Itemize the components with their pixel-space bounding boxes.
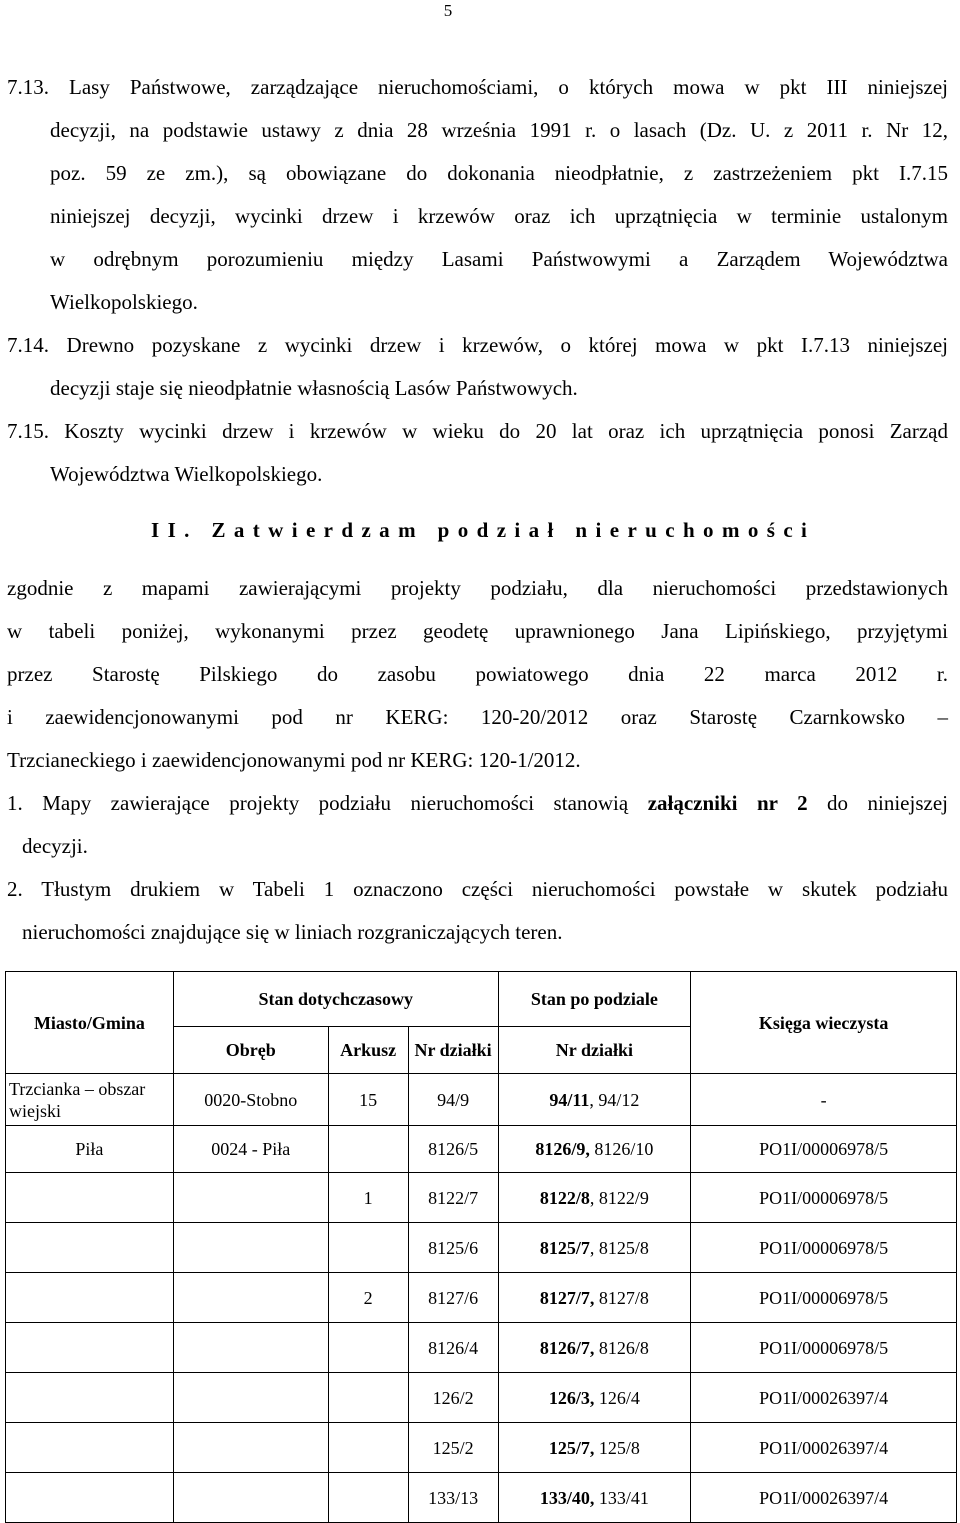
text-line: zgodnie z mapami zawierającymi projekty podziału, dla nieruchomości przedstawionych bbox=[7, 576, 948, 600]
table-row bbox=[6, 1126, 957, 1173]
cell-obreb bbox=[173, 1423, 328, 1473]
text-line: w tabeli poniżej, wykonanymi przez geodetę uprawnionego Jana Lipińskiego, przyjętymi bbox=[7, 619, 948, 643]
cell-new: 94/11, 94/12 bbox=[498, 1074, 691, 1126]
cell-old: 8126/4 bbox=[408, 1323, 498, 1373]
text-line: przez Starostę Pilskiego do zasobu powiatowego dnia 22 marca 2012 r. bbox=[7, 662, 948, 686]
text-line: 2. Tłustym drukiem w Tabeli 1 oznaczono części nieruchomości powstałe w skutek podziału bbox=[7, 877, 948, 901]
cell-new: 8125/7, 8125/8 bbox=[498, 1223, 691, 1273]
header-nr-dzialki-old: Nr działki bbox=[408, 1027, 498, 1074]
cell-kw: PO1I/00006978/5 bbox=[691, 1273, 957, 1323]
cell-obreb: 0024 - Piła bbox=[173, 1126, 328, 1173]
section-heading-II: II. Zatwierdzam podział nieruchomości bbox=[151, 518, 816, 542]
cell-gmina bbox=[6, 1423, 174, 1473]
cell-new: 125/7, 125/8 bbox=[498, 1423, 691, 1473]
text-line: Wielkopolskiego. bbox=[50, 290, 198, 314]
cell-arkusz: 2 bbox=[328, 1273, 408, 1323]
table-row bbox=[6, 1323, 957, 1373]
header-stan-po-podziale: Stan po podziale bbox=[498, 972, 691, 1027]
cell-old: 126/2 bbox=[408, 1373, 498, 1423]
section-7-15 bbox=[7, 410, 948, 496]
table-row bbox=[6, 1223, 957, 1273]
text-line: 1. Mapy zawierające projekty podziału nieruchomości stanowią załączniki nr 2 do niniejszej bbox=[7, 791, 948, 815]
cell-old: 125/2 bbox=[408, 1423, 498, 1473]
cell-gmina: Trzcianka – obszar wiejski bbox=[6, 1074, 174, 1126]
cell-arkusz bbox=[328, 1423, 408, 1473]
cell-gmina bbox=[6, 1173, 174, 1223]
table-row bbox=[6, 1074, 957, 1126]
page-number: 5 bbox=[443, 1, 453, 20]
cell-gmina: Piła bbox=[6, 1126, 174, 1173]
cell-kw: PO1I/00026397/4 bbox=[691, 1423, 957, 1473]
header-stan-dotychczasowy: Stan dotychczasowy bbox=[173, 972, 498, 1027]
cell-kw: PO1I/00006978/5 bbox=[691, 1323, 957, 1373]
header-nr-dzialki-new: Nr działki bbox=[498, 1027, 691, 1074]
section-7-13 bbox=[7, 66, 948, 324]
cell-old: 8126/5 bbox=[408, 1126, 498, 1173]
table-header-row bbox=[6, 972, 957, 1027]
cell-old: 133/13 bbox=[408, 1473, 498, 1523]
cell-old: 8127/6 bbox=[408, 1273, 498, 1323]
cell-gmina bbox=[6, 1323, 174, 1373]
cell-gmina bbox=[6, 1223, 174, 1273]
cell-gmina bbox=[6, 1273, 174, 1323]
cell-old: 94/9 bbox=[408, 1074, 498, 1126]
intro-paragraph bbox=[7, 567, 948, 782]
cell-obreb bbox=[173, 1223, 328, 1273]
cell-arkusz bbox=[328, 1373, 408, 1423]
cell-kw: PO1I/00026397/4 bbox=[691, 1473, 957, 1523]
cell-arkusz bbox=[328, 1473, 408, 1523]
table-row bbox=[6, 1423, 957, 1473]
text-line: decyzji staje się nieodpłatnie własnością Lasów Państwowych. bbox=[50, 376, 578, 400]
text-line: 7.15. Koszty wycinki drzew i krzewów w wieku do 20 lat oraz ich uprzątnięcia ponosi Zarząd bbox=[7, 419, 948, 443]
cell-new: 126/3, 126/4 bbox=[498, 1373, 691, 1423]
cell-new: 133/40, 133/41 bbox=[498, 1473, 691, 1523]
text-line: niniejszej decyzji, wycinki drzew i krzewów oraz ich uprzątnięcia w terminie ustalonym bbox=[50, 204, 948, 228]
table-row bbox=[6, 1173, 957, 1223]
text-line: w odrębnym porozumieniu między Lasami Państwowymi a Zarządem Województwa bbox=[50, 247, 948, 271]
cell-new: 8127/7, 8127/8 bbox=[498, 1273, 691, 1323]
header-arkusz: Arkusz bbox=[328, 1027, 408, 1074]
cell-kw: PO1I/00006978/5 bbox=[691, 1126, 957, 1173]
section-7-14 bbox=[7, 324, 948, 410]
cell-obreb bbox=[173, 1273, 328, 1323]
cell-arkusz: 15 bbox=[328, 1074, 408, 1126]
point-2 bbox=[7, 868, 948, 954]
text-line: 7.14. Drewno pozyskane z wycinki drzew i krzewów, o której mowa w pkt I.7.13 niniejszej bbox=[7, 333, 948, 357]
cell-arkusz: 1 bbox=[328, 1173, 408, 1223]
text-line: decyzji, na podstawie ustawy z dnia 28 września 1991 r. o lasach (Dz. U. z 2011 r. Nr 12, bbox=[50, 118, 948, 142]
cell-arkusz bbox=[328, 1323, 408, 1373]
text-line: 7.13. Lasy Państwowe, zarządzające nieruchomościami, o których mowa w pkt III niniejszej bbox=[7, 75, 948, 99]
parcel-table bbox=[5, 971, 957, 1523]
header-ksiega-wieczysta: Księga wieczysta bbox=[691, 972, 957, 1074]
table-row bbox=[6, 1473, 957, 1523]
cell-obreb bbox=[173, 1173, 328, 1223]
text-line: i zaewidencjonowanymi pod nr KERG: 120-20/2012 oraz Starostę Czarnkowsko – bbox=[7, 705, 948, 729]
text-line: Województwa Wielkopolskiego. bbox=[50, 462, 323, 486]
cell-old: 8125/6 bbox=[408, 1223, 498, 1273]
cell-old: 8122/7 bbox=[408, 1173, 498, 1223]
cell-obreb: 0020-Stobno bbox=[173, 1074, 328, 1126]
table-row bbox=[6, 1273, 957, 1323]
cell-obreb bbox=[173, 1323, 328, 1373]
text-line: decyzji. bbox=[22, 834, 88, 858]
cell-arkusz bbox=[328, 1126, 408, 1173]
point-1 bbox=[7, 782, 948, 868]
cell-new: 8126/9, 8126/10 bbox=[498, 1126, 691, 1173]
cell-new: 8122/8, 8122/9 bbox=[498, 1173, 691, 1223]
text-line: Trzcianeckiego i zaewidencjonowanymi pod nr KERG: 120-1/2012. bbox=[7, 748, 581, 772]
cell-arkusz bbox=[328, 1223, 408, 1273]
header-obreb: Obręb bbox=[173, 1027, 328, 1074]
cell-new: 8126/7, 8126/8 bbox=[498, 1323, 691, 1373]
cell-kw: PO1I/00006978/5 bbox=[691, 1223, 957, 1273]
attachment-ref: załączniki nr 2 bbox=[647, 791, 808, 815]
cell-kw: - bbox=[691, 1074, 957, 1126]
cell-kw: PO1I/00026397/4 bbox=[691, 1373, 957, 1423]
cell-gmina bbox=[6, 1373, 174, 1423]
cell-kw: PO1I/00006978/5 bbox=[691, 1173, 957, 1223]
text-line: nieruchomości znajdujące się w liniach rozgraniczających teren. bbox=[22, 920, 563, 944]
text-line: poz. 59 ze zm.), są obowiązane do dokonania nieodpłatnie, z zastrzeżeniem pkt I.7.15 bbox=[50, 161, 948, 185]
header-miasto-gmina: Miasto/Gmina bbox=[6, 972, 174, 1074]
cell-gmina bbox=[6, 1473, 174, 1523]
cell-obreb bbox=[173, 1373, 328, 1423]
table-row bbox=[6, 1373, 957, 1423]
cell-obreb bbox=[173, 1473, 328, 1523]
